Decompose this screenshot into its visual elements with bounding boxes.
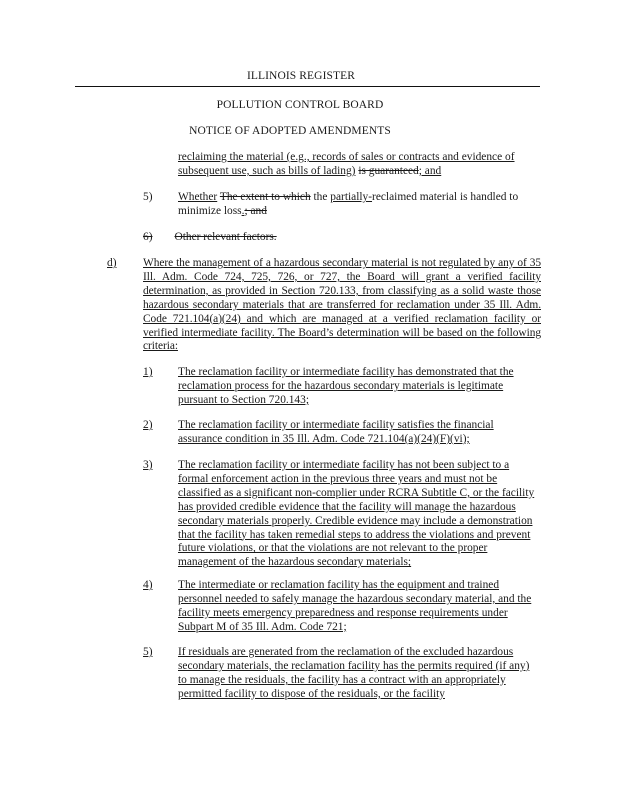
register-title: ILLINOIS REGISTER [246,70,356,82]
item-6-number: 6) [143,231,153,243]
d-item-5-number: 5) [143,646,153,658]
d-item-3-text: The reclamation facility or intermediate facility has not been subject to a formal enforcement action in the previous three years and must not be classified as a significant non-complier under RCRA Subtitle C, or the facility has provided credible evidence that the facility will manage the hazardous secondary materials properly. Credible evidence may include a demonstration that the facility has taken remedial steps to address the violations and prevent future violations, or that the violations are not relevant to the proper management of the hazardous secondary materials; [178,459,535,569]
continued-paragraph [178,151,540,179]
d-item-3-number: 3) [143,459,153,471]
board-name: POLLUTION CONTROL BOARD [216,99,384,111]
subsection-d-label: d) [107,257,117,269]
item-6-text: Other relevant factors. [174,231,277,243]
text: reclaimed material is handled to minimize loss [178,191,519,217]
d-item-1-text: The reclamation facility or intermediate facility has demonstrated that the reclamation process for the hazardous secondary materials is legitimate pursuant to Section 720.143; [178,366,514,406]
item-6-line [143,231,288,245]
header-rule [75,86,540,87]
item-5-number: 5) [143,191,153,203]
notice-title: NOTICE OF ADOPTED AMENDMENTS [189,125,391,137]
inserted-text: reclaiming the material (e.g., records of sales or contracts and evidence of subsequent use, such as bills of lading) [178,151,515,177]
inserted-text: Whether [178,191,218,203]
tab-gap [153,231,175,245]
inserted-text: ; and [418,164,442,177]
deleted-text: ; and [244,204,267,217]
inserted-text: partially- [330,191,373,203]
deleted-text: is guaranteed [358,164,419,177]
d-item-1-number: 1) [143,366,153,378]
inserted-text: . [241,204,245,217]
d-item-2-number: 2) [143,419,153,431]
deleted-text: The extent to which [219,191,311,203]
d-item-2-text: The reclamation facility or intermediate facility satisfies the financial assurance condition in 35 Ill. Adm. Code 721.104(a)(24)(F)(vi); [178,419,494,445]
d-item-5-text: If residuals are generated from the reclamation of the excluded hazardous secondary materials, the reclamation facility has the permits required (if any) to manage the residuals, the facility has a contract with an appropriately permitted facility to dispose of the residuals, or the facility [178,646,530,700]
text: the [310,191,331,203]
d-item-4-text: The intermediate or reclamation facility has the equipment and trained personnel needed to safely manage the hazardous secondary material, and the facility meets emergency preparedness and response requirements under Subpart M of 35 Ill. Adm. Code 721; [178,579,532,633]
d-item-4-number: 4) [143,579,153,591]
subsection-d-text: Where the management of a hazardous secondary material is not regulated by any of 35 Ill. Adm. Code 724, 725, 726, or 727, the Board will grant a verified facility determination, as provided in Section 720.133, from classifying as a solid waste those hazardous secondary materials that are transferred for reclamation under 35 Ill. Adm. Code 721.104(a)(24) and which are managed at a verified reclamation facility or verified intermediate facility. The Board’s determination will be based on the following criteria: [143,257,541,353]
item-5-text [178,191,540,219]
